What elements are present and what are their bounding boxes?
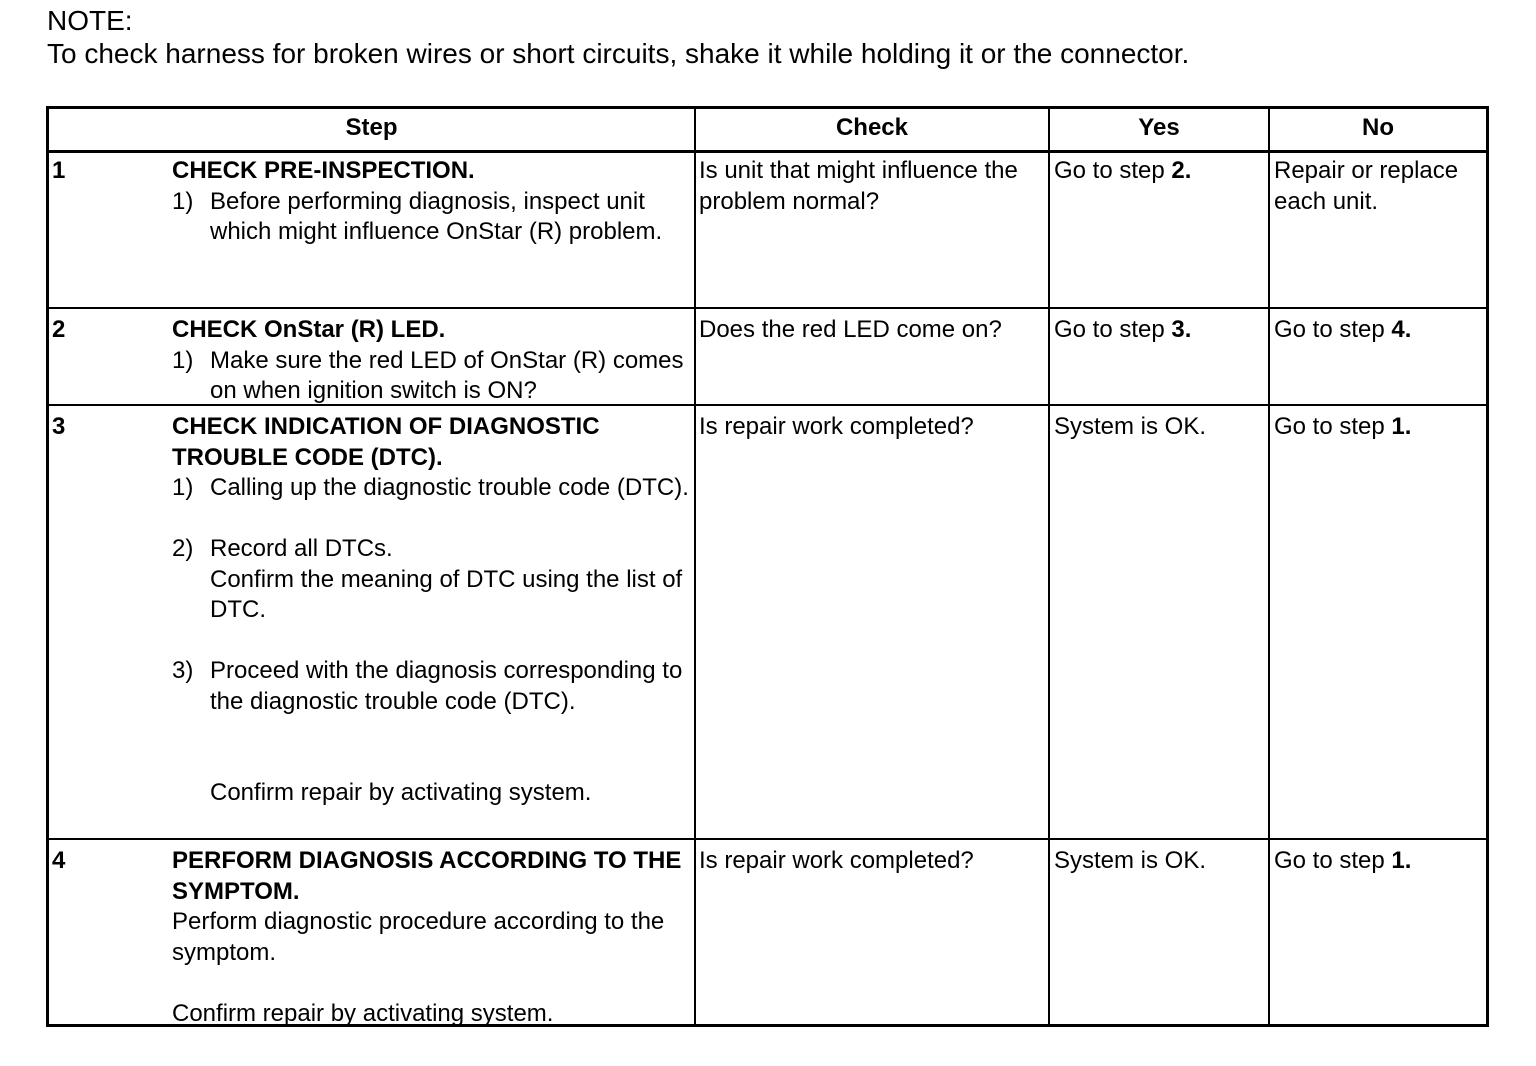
substep-number: 1)	[172, 346, 194, 374]
no-step: 4.	[1391, 316, 1412, 343]
step-title: PERFORM DIAGNOSIS ACCORDING TO THE SYMPTOM.	[172, 847, 682, 905]
diagnostic-table	[46, 106, 1489, 1027]
substep-text-continued: Confirm the meaning of DTC using the list of DTC.	[210, 565, 683, 623]
substep	[172, 534, 692, 626]
header-no: No	[1362, 114, 1394, 141]
yes-action	[1054, 150, 1269, 307]
substep-text: Record all DTCs.	[210, 535, 393, 562]
column-divider	[1268, 406, 1270, 838]
note-label: NOTE:	[47, 5, 133, 36]
step-number: 1	[52, 157, 66, 184]
column-divider	[694, 309, 696, 404]
no-step: 1.	[1391, 847, 1412, 874]
substep	[172, 187, 692, 248]
note-text: To check harness for broken wires or short circuits, shake it while holding it or the connector.	[47, 38, 1190, 69]
yes-action: System is OK.	[1054, 847, 1207, 874]
spacer	[172, 504, 692, 535]
yes-action	[1054, 309, 1269, 404]
note-block	[47, 4, 1189, 70]
step-content	[172, 406, 692, 838]
check-text: Is repair work completed?	[699, 847, 974, 874]
table-row	[49, 406, 1486, 840]
substep-text: Make sure the red LED of OnStar (R) comes on when ignition switch is ON?	[210, 346, 684, 404]
substep-number: 3)	[172, 657, 194, 684]
yes-prefix: Go to step	[1054, 157, 1172, 184]
substep-text: Before performing diagnosis, inspect unit which might influence OnStar (R) problem.	[210, 187, 663, 245]
check-text: Is repair work completed?	[699, 413, 974, 440]
header-yes: Yes	[1138, 114, 1180, 141]
step-content	[172, 150, 692, 307]
yes-step: 2.	[1171, 157, 1192, 184]
substep-text: Calling up the diagnostic trouble code (DTC).	[210, 474, 689, 501]
no-step: 1.	[1391, 413, 1412, 440]
step-number: 3	[52, 413, 66, 440]
step-title: CHECK OnStar (R) LED.	[172, 316, 446, 343]
spacer	[172, 968, 692, 999]
substep	[172, 346, 692, 407]
column-divider	[694, 840, 696, 1027]
yes-action: System is OK.	[1054, 413, 1207, 440]
step-title: CHECK INDICATION OF DIAGNOSTIC TROUBLE CODE (DTC).	[172, 413, 600, 471]
spacer	[172, 626, 692, 657]
check-text: Is unit that might influence the problem normal?	[699, 157, 1018, 215]
column-divider	[1268, 309, 1270, 404]
column-divider	[694, 406, 696, 838]
substep-text: Proceed with the diagnosis corresponding to the diagnostic trouble code (DTC).	[210, 657, 683, 715]
step-content	[172, 309, 692, 404]
confirm-text: Confirm repair by activating system.	[210, 779, 592, 806]
table-row	[49, 150, 1486, 309]
column-divider	[694, 150, 696, 307]
header-check: Check	[835, 114, 909, 141]
step-body: Perform diagnostic procedure according to the symptom.	[172, 908, 665, 966]
yes-prefix: Go to step	[1054, 316, 1172, 343]
table-row	[49, 309, 1486, 406]
step-title: CHECK PRE-INSPECTION.	[172, 157, 475, 184]
substep-number: 1)	[172, 187, 194, 215]
spacer	[172, 717, 692, 778]
header-step: Step	[345, 114, 398, 141]
substep-number: 1)	[172, 474, 194, 501]
step-number: 4	[52, 847, 66, 874]
table-row	[49, 840, 1486, 1027]
substep	[172, 473, 692, 504]
no-action	[1274, 406, 1489, 838]
no-action	[1274, 309, 1489, 404]
check-text: Does the red LED come on?	[699, 316, 1002, 343]
column-divider	[1048, 406, 1050, 838]
column-divider	[1048, 309, 1050, 404]
column-divider	[1048, 150, 1050, 307]
no-prefix: Go to step	[1274, 413, 1392, 440]
no-action	[1274, 840, 1489, 1027]
column-divider	[1048, 840, 1050, 1027]
substep	[172, 656, 692, 717]
step-content	[172, 840, 692, 1027]
column-divider	[1268, 840, 1270, 1027]
yes-step: 3.	[1171, 316, 1192, 343]
table-header-row	[49, 109, 1486, 153]
step-number: 2	[52, 316, 66, 343]
no-prefix: Go to step	[1274, 847, 1392, 874]
substep-number: 2)	[172, 535, 194, 562]
confirm-text: Confirm repair by activating system.	[172, 999, 554, 1027]
column-divider	[1268, 150, 1270, 307]
no-prefix: Go to step	[1274, 316, 1392, 343]
no-action: Repair or replace each unit.	[1274, 157, 1459, 215]
